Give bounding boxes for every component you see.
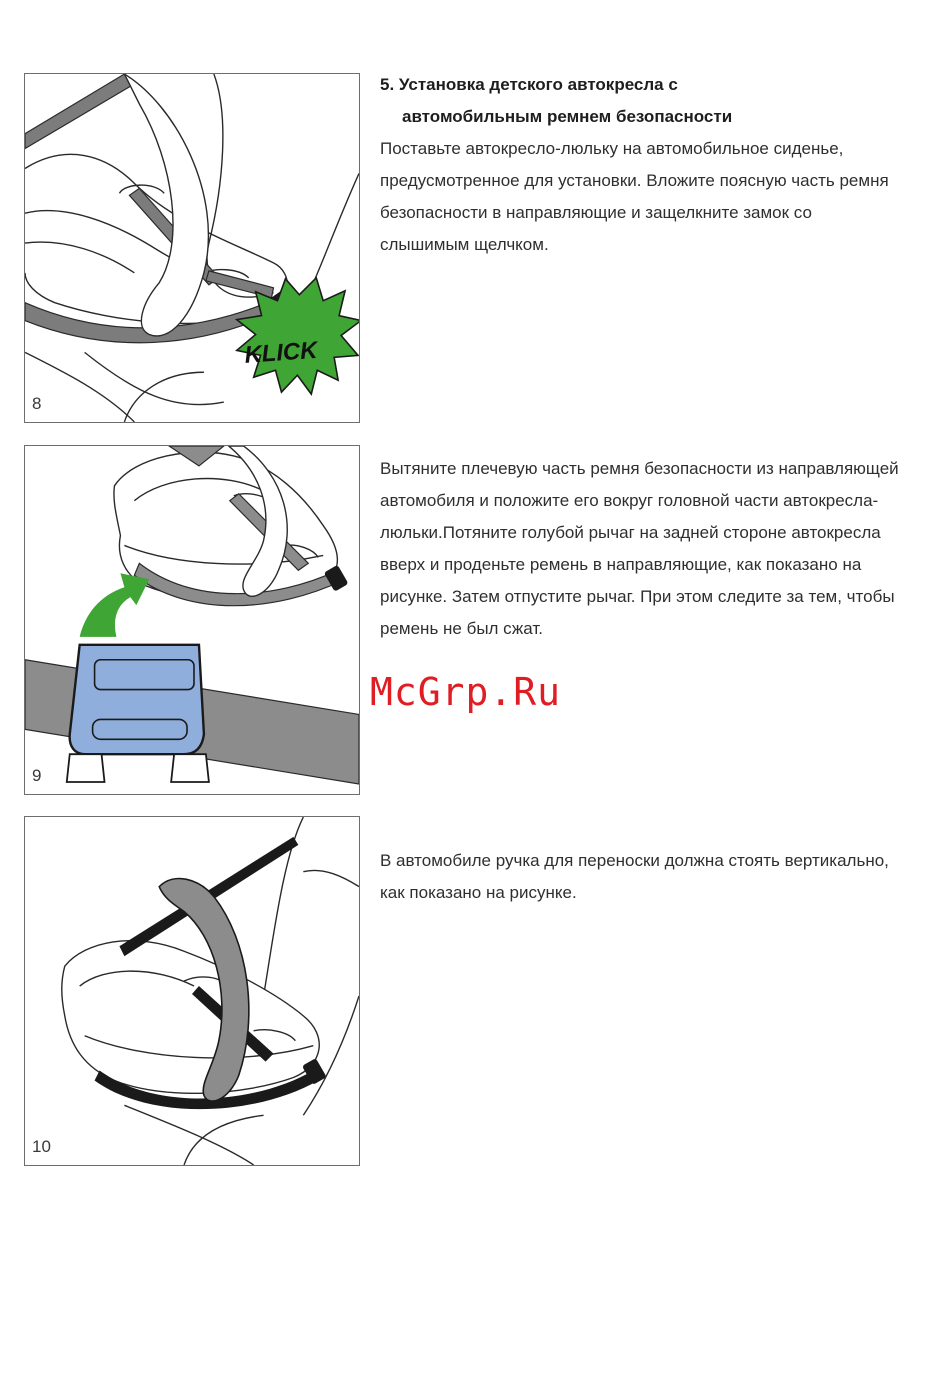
figure-10-illustration xyxy=(25,817,359,1165)
figure-8 xyxy=(24,73,360,423)
figure-8-number: 8 xyxy=(32,394,42,413)
figure-9-number: 9 xyxy=(32,766,42,785)
step-9-text-block xyxy=(380,453,900,645)
step-9-text: Вытяните плечевую часть ремня безопасности из направляющей автомобиля и положите его вокруг головной части автокресла-люльки.Потяните голубой рычаг на задней стороне автокресла вверх и проденьте ремень в направляющие, как показано на рисунке. Затем отпустите рычаг. При этом следите за тем, чтобы ремень не был сжат. xyxy=(380,459,899,638)
section-heading-line1: 5. Установка детского автокресла с xyxy=(380,75,678,94)
step-8-text-block xyxy=(380,69,900,261)
figure-10-number: 10 xyxy=(32,1137,51,1156)
step-10-text: В автомобиле ручка для переноски должна стоять вертикально, как показано на рисунке. xyxy=(380,851,889,902)
section-heading xyxy=(380,69,900,133)
figure-9 xyxy=(24,445,360,795)
klick-label: KLICK xyxy=(243,336,319,369)
step-8-text: Поставьте автокресло-люльку на автомобильное сиденье, предусмотренное для установки. Вложите поясную часть ремня безопасности в направляющие и защелкните замок со слышимым щелчком. xyxy=(380,139,889,254)
green-arrow-icon xyxy=(80,573,150,637)
watermark: McGrp.Ru xyxy=(370,670,562,714)
section-heading-line2: автомобильным ремнем безопасности xyxy=(402,107,733,126)
klick-starburst xyxy=(237,278,359,394)
figure-8-illustration xyxy=(25,74,359,422)
step-10-text-block xyxy=(380,845,900,909)
figure-9-illustration xyxy=(25,446,359,794)
figure-10 xyxy=(24,816,360,1166)
